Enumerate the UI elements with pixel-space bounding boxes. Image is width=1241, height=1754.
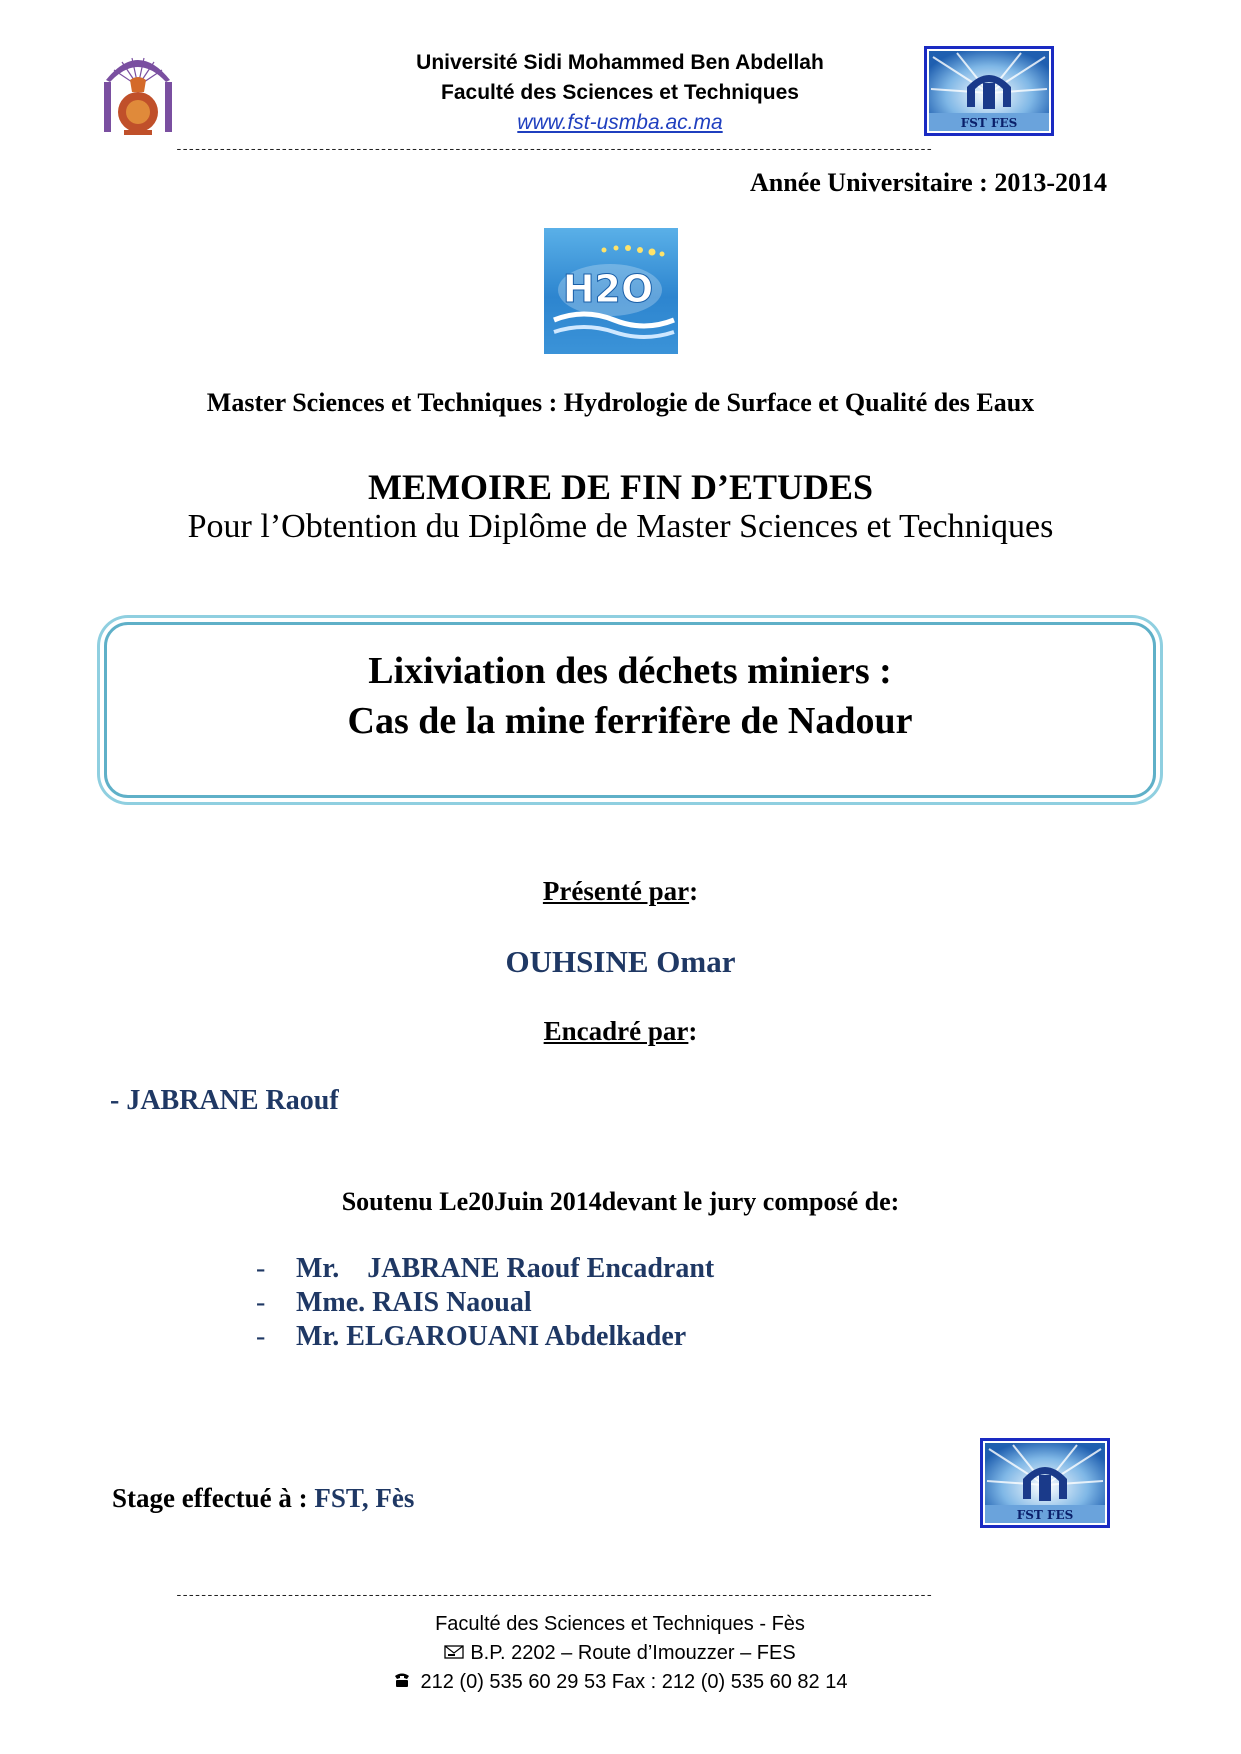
internship-label: Stage effectué à :: [112, 1483, 315, 1513]
presented-by-colon: :: [689, 876, 699, 906]
defense-statement: Soutenu Le20Juin 2014devant le jury composé de:: [341, 1187, 900, 1216]
supervised-by-colon: :: [688, 1016, 698, 1046]
fst-logo-text: FST FES: [1016, 1508, 1074, 1522]
memoire-title: MEMOIRE DE FIN D’ETUDES: [367, 467, 874, 507]
footer-phone: [300, 1668, 940, 1697]
footer-postal: [300, 1639, 940, 1668]
h2o-logo-text: H2O: [562, 267, 654, 311]
thesis-title-line1: Lixiviation des déchets miniers :: [368, 650, 892, 692]
memoire-subtitle: Pour l’Obtention du Diplôme de Master Sciences et Techniques: [187, 508, 1054, 545]
jury-bullet: -: [256, 1253, 266, 1284]
jury-member: [256, 1253, 714, 1285]
academic-year: Année Universitaire : 2013-2014: [750, 168, 1107, 197]
jury-bullet: -: [256, 1321, 266, 1352]
university-header: [300, 48, 940, 138]
fst-logo-text: FST FES: [960, 116, 1018, 130]
supervised-by-heading: [100, 1016, 1141, 1047]
telephone-icon: [393, 1668, 411, 1697]
master-program: Master Sciences et Techniques : Hydrologie de Surface et Qualité des Eaux: [206, 388, 1035, 417]
jury-bullet: -: [256, 1287, 266, 1318]
mailbox-icon: [444, 1639, 464, 1668]
jury-member-name: Mme. RAIS Naoual: [296, 1287, 532, 1318]
footer-separator: --------------------------------------------------------------------------------------------------------------------------: [175, 1588, 932, 1603]
internship-line: [112, 1483, 414, 1514]
thesis-title-box: [104, 622, 1156, 798]
footer-postal-text: B.P. 2202 – Route d’Imouzzer – FES: [470, 1642, 796, 1664]
jury-member-name: Mr. JABRANE Raouf Encadrant: [296, 1253, 715, 1284]
footer-phone-text: 212 (0) 535 60 29 53 Fax : 212 (0) 535 60 82 14: [420, 1671, 848, 1694]
author-name: OUHSINE Omar: [505, 944, 736, 979]
presented-by-heading: [100, 876, 1141, 907]
presented-by-label: Présenté par: [542, 876, 690, 906]
fst-fes-logo: [980, 1438, 1110, 1528]
header-separator: --------------------------------------------------------------------------------------------------------------------------: [175, 142, 932, 157]
faculty-name: Faculté des Sciences et Techniques: [441, 81, 799, 104]
thesis-title-line2: Cas de la mine ferrifère de Nadour: [347, 700, 913, 742]
university-name: Université Sidi Mohammed Ben Abdellah: [416, 51, 824, 74]
website-link[interactable]: www.fst-usmba.ac.ma: [517, 111, 723, 134]
supervisor-name: - JABRANE Raouf: [110, 1085, 339, 1116]
jury-member: [256, 1321, 686, 1353]
fst-fes-logo: [924, 46, 1054, 136]
jury-member: [256, 1287, 532, 1319]
supervised-by-label: Encadré par: [543, 1016, 689, 1046]
h2o-master-logo: [544, 228, 678, 354]
jury-member-name: Mr. ELGAROUANI Abdelkader: [296, 1321, 687, 1352]
internship-place: FST, Fès: [314, 1483, 415, 1513]
footer-faculty: Faculté des Sciences et Techniques - Fès: [435, 1613, 805, 1635]
usmba-emblem-logo: [100, 46, 176, 138]
footer-address: [300, 1610, 940, 1697]
